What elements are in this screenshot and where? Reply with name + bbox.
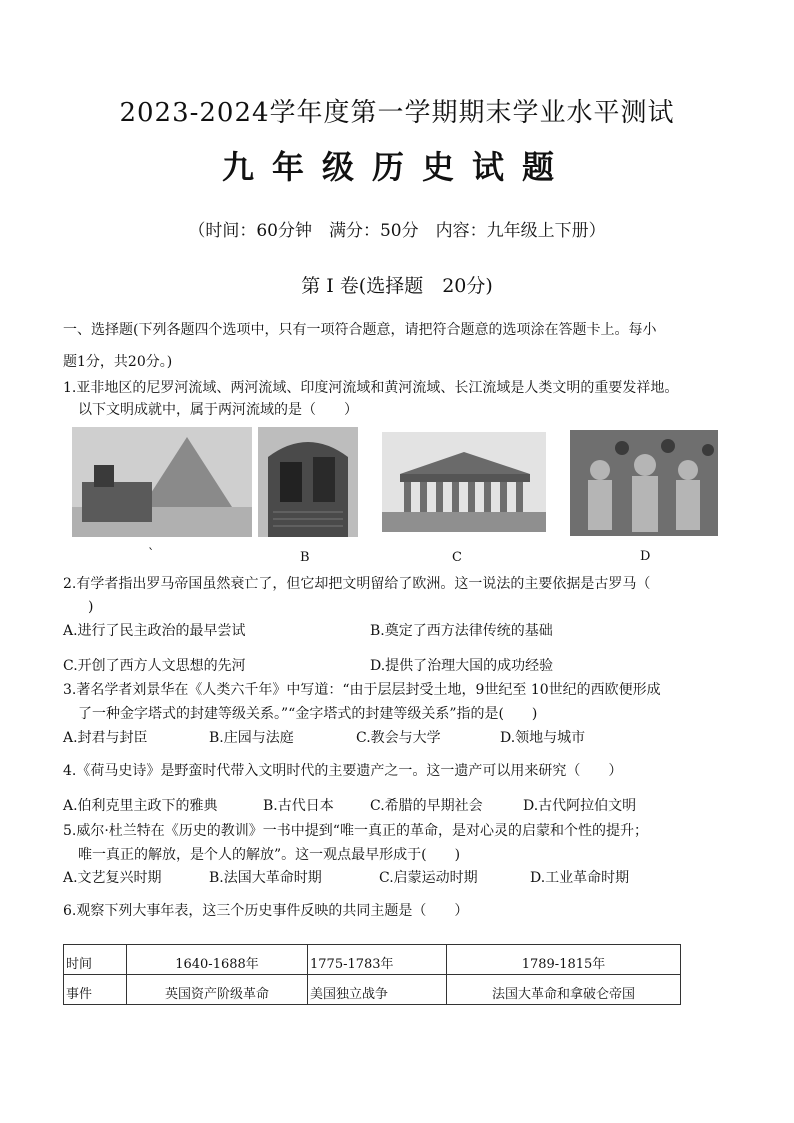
q3-option-a: A.封君与封臣 — [63, 730, 148, 746]
table-row — [64, 975, 681, 1005]
q3-option-c: C.教会与大学 — [356, 730, 441, 746]
q1-image-d-label: D — [640, 549, 651, 564]
time-cell-3: 1789-1815年 — [447, 945, 681, 975]
q1-stem-line-2: 以下文明成就中，属于两河流域的是（ ） — [78, 402, 358, 418]
instructions-line-1: 一、选择题(下列各题四个选项中，只有一项符合题意，请把符合题意的选项涂在答题卡上。每小 — [63, 322, 657, 338]
q5-option-d: D.工业革命时期 — [530, 870, 630, 886]
q5-stem-line-1: 5.威尔·杜兰特在《历史的教训》一书中提到“唯一真正的革命，是对心灵的启蒙和个性的提升； — [63, 823, 648, 839]
q3-stem-line-1: 3.著名学者刘景华在《人类六千年》中写道：“由于层层封受土地，9世纪至 10世纪的西欧便形成 — [63, 682, 661, 698]
q4-option-b: B.古代日本 — [263, 798, 334, 814]
q3-stem-line-2: 了一种金字塔式的封建等级关系。”“金字塔式的封建等级关系”指的是( ) — [78, 706, 538, 722]
time-row-label: 时间 — [64, 945, 127, 975]
timeline-table — [63, 944, 681, 1005]
event-row-label: 事件 — [64, 975, 127, 1005]
sphinx-pyramid-image — [72, 427, 252, 537]
q2-stem-line-2: ) — [88, 599, 94, 615]
event-cell-2: 美国独立战争 — [308, 975, 447, 1005]
q1-image-a-label: ` — [148, 547, 155, 562]
time-cell-2: 1775-1783年 — [308, 945, 447, 975]
q5-option-a: A.文艺复兴时期 — [63, 870, 162, 886]
time-cell-1: 1640-1688年 — [127, 945, 308, 975]
q5-option-b: B.法国大革命时期 — [209, 870, 322, 886]
table-row — [64, 945, 681, 975]
q2-option-d: D.提供了治理大国的成功经验 — [370, 658, 554, 674]
q1-stem-line-1: 1.亚非地区的尼罗河流域、两河流域、印度河流域和黄河流域、长江流域是人类文明的重要发祥地。 — [63, 380, 679, 396]
parthenon-photo-icon — [382, 432, 546, 532]
q5-stem-line-2: 唯一真正的解放，是个人的解放”。这一观点最早形成于( ) — [78, 847, 461, 863]
section-heading: 第 Ⅰ 卷(选择题 20分) — [301, 275, 493, 297]
q2-option-b: B.奠定了西方法律传统的基础 — [370, 623, 553, 639]
q4-option-d: D.古代阿拉伯文明 — [523, 798, 637, 814]
sphinx-pyramid-photo-icon — [72, 427, 252, 537]
instructions-line-2: 题1分，共20分。) — [63, 354, 173, 370]
event-cell-1: 英国资产阶级革命 — [127, 975, 308, 1005]
q6-stem: 6.观察下列大事年表，这三个历史事件反映的共同主题是（ ） — [63, 903, 469, 919]
q1-image-c-label: C — [452, 550, 462, 565]
q2-option-c: C.开创了西方人文思想的先河 — [63, 658, 246, 674]
parthenon-image — [382, 432, 546, 532]
q4-option-a: A.伯利克里主政下的雅典 — [63, 798, 218, 814]
q4-stem: 4.《荷马史诗》是野蛮时代带入文明时代的主要遗产之一。这一遗产可以用来研究（ ） — [63, 763, 623, 779]
q3-option-b: B.庄园与法庭 — [209, 730, 294, 746]
exam-info: （时间：60分钟 满分：50分 内容：九年级上下册） — [188, 221, 606, 241]
exam-title: 2023-2024学年度第一学期期末学业水平测试 — [119, 98, 675, 128]
code-of-hammurabi-image — [258, 427, 358, 537]
code-of-hammurabi-photo-icon — [258, 427, 358, 537]
q2-option-a: A.进行了民主政治的最早尝试 — [63, 623, 246, 639]
event-cell-3: 法国大革命和拿破仑帝国 — [447, 975, 681, 1005]
q2-stem-line-1: 2.有学者指出罗马帝国虽然衰亡了，但它却把文明留给了欧洲。这一说法的主要依据是古罗马（ — [63, 576, 651, 592]
q3-option-d: D.领地与城市 — [500, 730, 586, 746]
exam-subject: 九年级历史试题 — [221, 148, 572, 186]
q4-option-c: C.希腊的早期社会 — [370, 798, 483, 814]
q5-option-c: C.启蒙运动时期 — [379, 870, 478, 886]
terracotta-warriors-photo-icon — [570, 430, 718, 536]
terracotta-warriors-image — [570, 430, 718, 536]
q1-image-b-label: B — [300, 550, 310, 565]
